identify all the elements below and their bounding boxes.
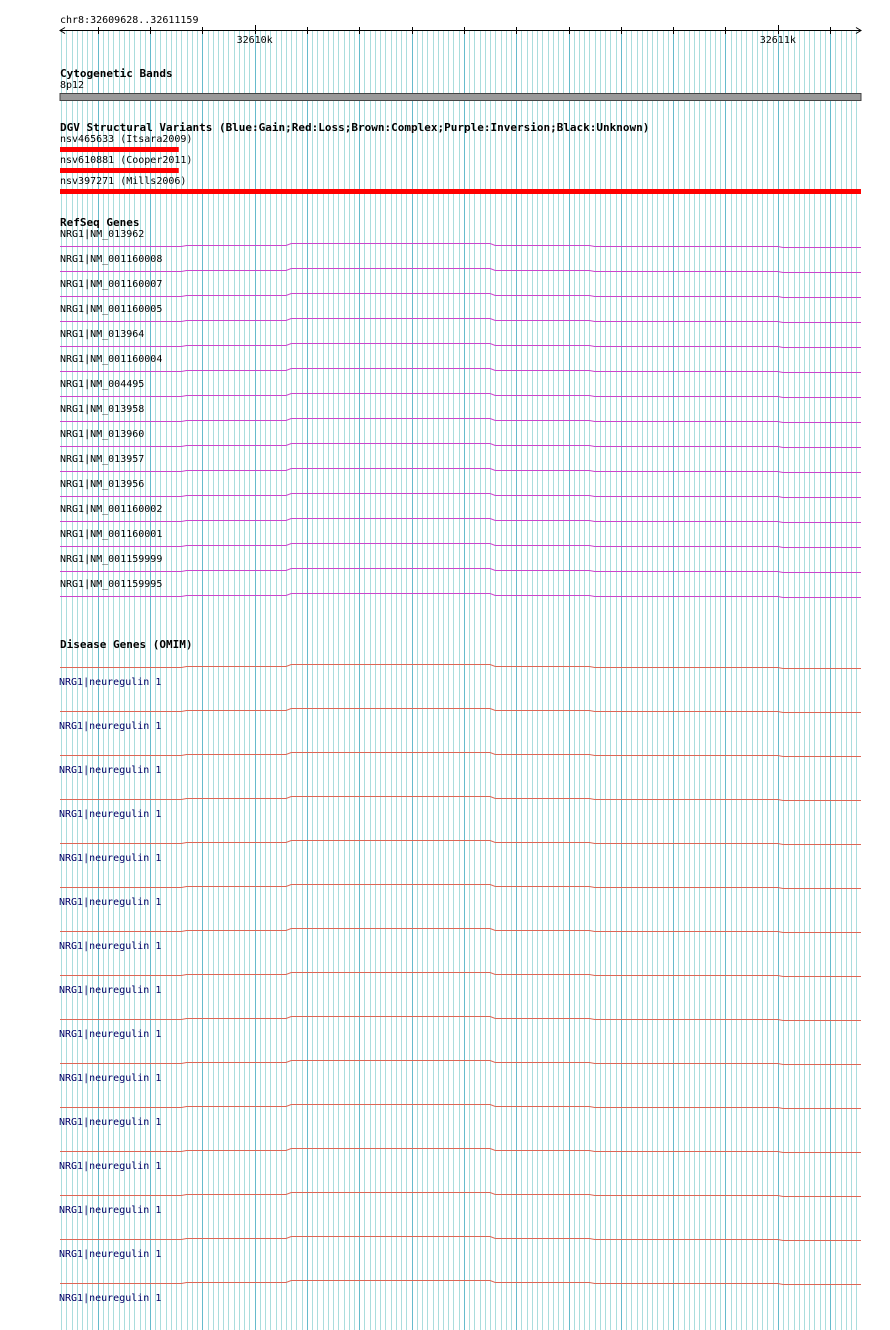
- refseq-gene-label[interactable]: NRG1|NM_001159999: [60, 554, 163, 565]
- omim-gene-label[interactable]: NRG1|neuregulin 1: [59, 1161, 162, 1172]
- omim-gene-label[interactable]: NRG1|neuregulin 1: [59, 853, 162, 864]
- refseq-gene-label[interactable]: NRG1|NM_001160008: [60, 254, 163, 265]
- refseq-gene-label[interactable]: NRG1|NM_001159995: [60, 579, 163, 590]
- omim-gene-label[interactable]: NRG1|neuregulin 1: [59, 1117, 162, 1128]
- omim-gene-label[interactable]: NRG1|neuregulin 1: [59, 765, 162, 776]
- omim-gene-label[interactable]: NRG1|neuregulin 1: [59, 1293, 162, 1304]
- refseq-gene-label[interactable]: NRG1|NM_004495: [60, 379, 145, 390]
- omim-gene-label[interactable]: NRG1|neuregulin 1: [59, 677, 162, 688]
- omim-gene-label[interactable]: NRG1|neuregulin 1: [59, 1029, 162, 1040]
- refseq-gene-label[interactable]: NRG1|NM_001160004: [60, 354, 163, 365]
- omim-gene-label[interactable]: NRG1|neuregulin 1: [59, 1205, 162, 1216]
- dgv-track-title: DGV Structural Variants (Blue:Gain;Red:Loss;Brown:Complex;Purple:Inversion;Black:Unknown): [60, 121, 650, 134]
- refseq-gene-label[interactable]: NRG1|NM_001160001: [60, 529, 163, 540]
- dgv-variant-label[interactable]: nsv397271 (Mills2006): [60, 176, 187, 187]
- omim-gene-label[interactable]: NRG1|neuregulin 1: [59, 721, 162, 732]
- cytoband-label: 8p12: [60, 80, 85, 91]
- ruler-tick-label: 32610k: [236, 35, 273, 46]
- refseq-track-title: RefSeq Genes: [60, 216, 140, 229]
- omim-gene-label[interactable]: NRG1|neuregulin 1: [59, 897, 162, 908]
- omim-gene-label[interactable]: NRG1|neuregulin 1: [59, 1249, 162, 1260]
- dgv-variant-label[interactable]: nsv465633 (Itsara2009): [60, 134, 193, 145]
- cytobands-track-title: Cytogenetic Bands: [60, 67, 173, 80]
- omim-track-title: Disease Genes (OMIM): [60, 638, 193, 651]
- refseq-gene-label[interactable]: NRG1|NM_013958: [60, 404, 145, 415]
- omim-gene-label[interactable]: NRG1|neuregulin 1: [59, 1073, 162, 1084]
- omim-gene-label[interactable]: NRG1|neuregulin 1: [59, 985, 162, 996]
- refseq-gene-label[interactable]: NRG1|NM_013964: [60, 329, 145, 340]
- refseq-gene-label[interactable]: NRG1|NM_001160005: [60, 304, 163, 315]
- refseq-gene-label[interactable]: NRG1|NM_013960: [60, 429, 145, 440]
- refseq-gene-label[interactable]: NRG1|NM_001160002: [60, 504, 163, 515]
- refseq-gene-label[interactable]: NRG1|NM_013956: [60, 479, 145, 490]
- refseq-gene-label[interactable]: NRG1|NM_013962: [60, 229, 145, 240]
- ruler-region-label: chr8:32609628..32611159: [60, 15, 199, 26]
- dgv-variant-label[interactable]: nsv610881 (Cooper2011): [60, 155, 193, 166]
- refseq-gene-label[interactable]: NRG1|NM_013957: [60, 454, 145, 465]
- omim-gene-label[interactable]: NRG1|neuregulin 1: [59, 809, 162, 820]
- refseq-gene-label[interactable]: NRG1|NM_001160007: [60, 279, 163, 290]
- omim-gene-label[interactable]: NRG1|neuregulin 1: [59, 941, 162, 952]
- ruler-tick-label: 32611k: [759, 35, 796, 46]
